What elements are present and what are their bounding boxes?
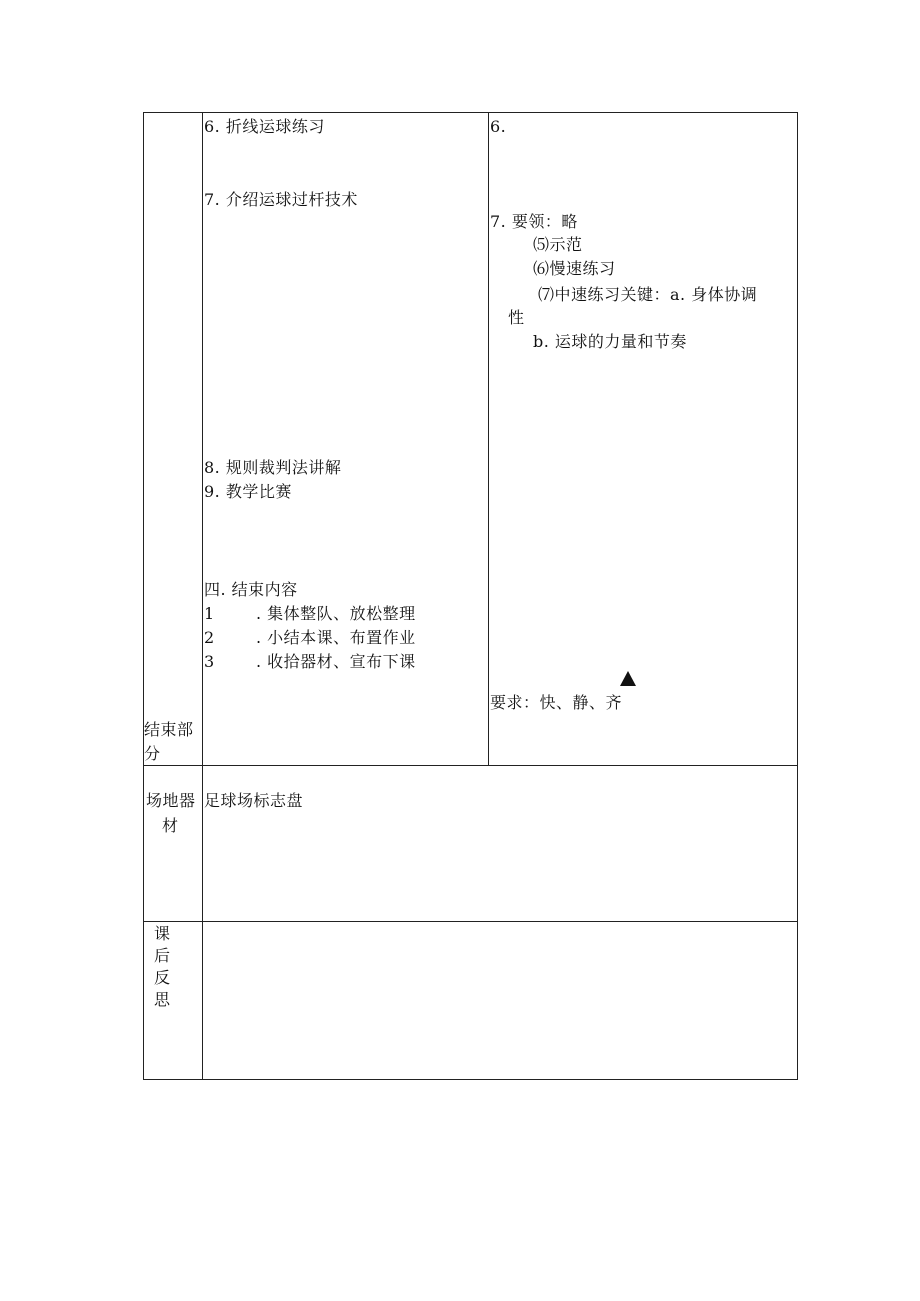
end-item-2-num: 2 bbox=[204, 628, 215, 647]
triangle-icon bbox=[620, 671, 636, 686]
row-divider-1 bbox=[143, 765, 798, 766]
end-item-3-text: . 收拾器材、宣布下课 bbox=[256, 652, 416, 671]
end-item-1-text: . 集体整队、放松整理 bbox=[256, 604, 416, 623]
method-item-6: 6. bbox=[490, 117, 507, 136]
label-column-divider bbox=[202, 112, 203, 1080]
venue-label-line1: 场地器 bbox=[146, 791, 196, 810]
venue-value: 足球场标志盘 bbox=[204, 791, 304, 810]
section-end-label-line1: 结束部 bbox=[144, 720, 194, 739]
reflection-label: 课后反思 bbox=[153, 924, 170, 1009]
method-item-7-title: 7. 要领：略 bbox=[490, 212, 578, 231]
end-item-2-text: . 小结本课、布置作业 bbox=[256, 628, 416, 647]
end-item-1-num: 1 bbox=[204, 604, 215, 623]
method-step-7-b: b. 运球的力量和节奏 bbox=[533, 332, 687, 351]
end-item-3-num: 3 bbox=[204, 652, 215, 671]
row-divider-2 bbox=[143, 921, 798, 922]
end-section-title: 四. 结束内容 bbox=[204, 580, 298, 599]
content-item-6: 6. 折线运球练习 bbox=[204, 117, 325, 136]
content-item-8: 8. 规则裁判法讲解 bbox=[204, 458, 342, 477]
content-item-9: 9. 教学比赛 bbox=[204, 482, 292, 501]
method-step-5: ⑸示范 bbox=[533, 235, 583, 254]
content-method-divider bbox=[488, 112, 489, 765]
venue-label-line2: 材 bbox=[162, 816, 179, 835]
section-end-label-line2: 分 bbox=[144, 744, 161, 763]
method-step-7-line1: ⑺中速练习关键：a. 身体协调 bbox=[538, 285, 758, 304]
content-item-7: 7. 介绍运球过杆技术 bbox=[204, 190, 358, 209]
requirement-text: 要求：快、静、齐 bbox=[490, 693, 623, 712]
method-step-6: ⑹慢速练习 bbox=[533, 259, 616, 278]
method-step-7-line2: 性 bbox=[508, 308, 525, 327]
